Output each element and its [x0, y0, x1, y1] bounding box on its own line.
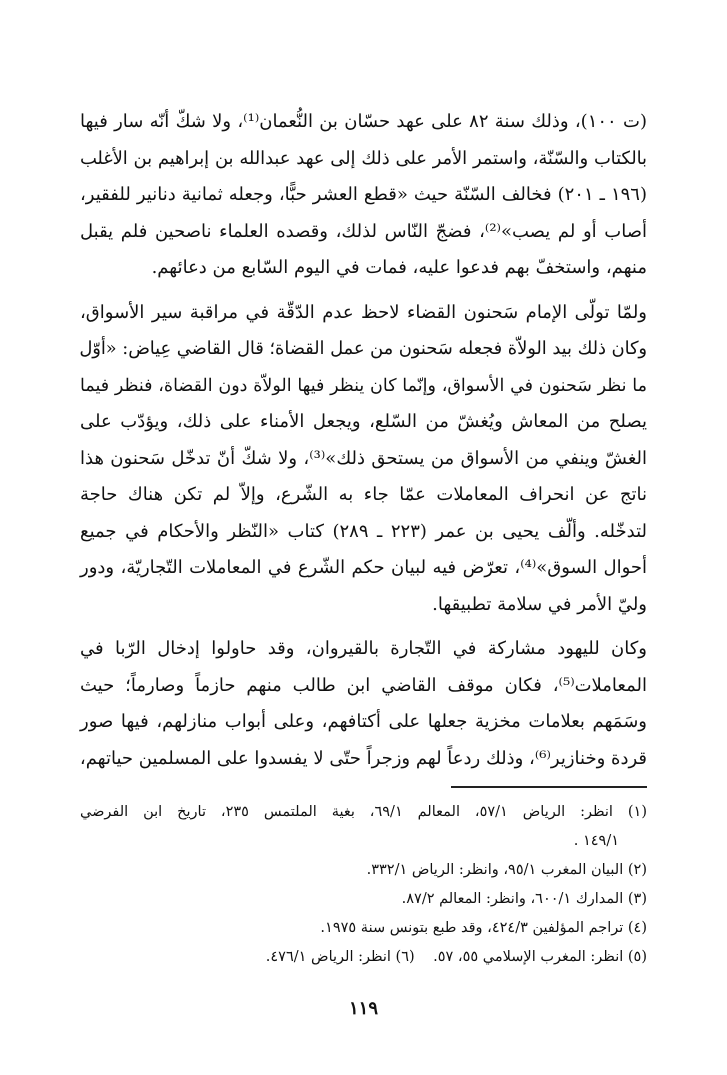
text-line: ما نظر سَحنون في الأسواق، وإنّما كان ينظر فيها الولاّة دون القضاة، فنظر فيما	[80, 375, 647, 396]
text-line: قردة وخنازير⁽⁶⁾، وذلك ردعاً لهم وزجراً حتّى لا يفسدوا على المسلمين حياتهم،	[79, 747, 647, 769]
footnote-divider	[451, 786, 647, 788]
footnote-line: (٥) انظر: المغرب الإسلامي ٥٥، ٥٧. (٦) انظر: الرياض ٤٧٦/١.	[265, 949, 647, 965]
footnote-line: (٤) تراجم المؤلفين ٤٢٤/٣، وقد طبع بتونس سنة ١٩٧٥.	[320, 920, 647, 936]
footnote-line: (١) انظر: الرياض ٥٧/١، المعالم ٦٩/١، بغية الملتمس ٢٣٥، تاريخ ابن الفرضي	[80, 804, 648, 820]
text-line: (ت ١٠٠)، وذلك سنة ٨٢ على عهد حسّان بن النُّعمان⁽¹⁾، ولا شكّ أنّه سار فيها	[80, 111, 647, 132]
paragraph-2	[80, 295, 647, 624]
paragraph-1	[80, 104, 647, 287]
main-text	[80, 104, 647, 785]
text-line: وسَمَهم بعلامات مخزية جعلها على أكتافهم، وعلى أبواب منازلهم، فيها صور	[80, 711, 647, 732]
text-line: لتدخّله. وألّف يحيى بن عمر (٢٢٣ ـ ٢٨٩) كتاب «النّظر والأحكام في جميع	[80, 520, 648, 542]
text-line: وكان لليهود مشاركة في التّجارة بالقيروان، وقد حاولوا إدخال الرّبا في	[80, 638, 647, 659]
text-line: (١٩٦ ـ ٢٠١) فخالف السّنّة حيث «قطع العشر حبًّا، وجعله ثمانية دنانير للفقير،	[80, 184, 648, 205]
text-line: بالكتاب والسّنّة، واستمر الأمر على ذلك إلى عهد عبدالله بن إبراهيم بن الأغلب	[80, 148, 647, 169]
text-line: منهم، واستخفّ بهم فدعوا عليه، فمات في اليوم السّابع من دعائهم.	[151, 257, 647, 278]
footnote-line: (٣) المدارك ٦٠٠/١، وانظر: المعالم ٨٧/٢.	[401, 891, 647, 907]
text-line: وكان ذلك بيد الولاّة فجعله سَحنون من عمل القضاة؛ قال القاضي عِياض: «أوّل	[79, 339, 647, 359]
text-line: أحوال السوق»⁽⁴⁾، تعرّض فيه لبيان حكم الشّرع في المعاملات التّجاريّة، ودور	[80, 557, 648, 578]
footnote-line: (٢) البيان المغرب ٩٥/١، وانظر: الرياض ٣٣٢/١.	[366, 862, 647, 878]
text-line: أصاب أو لم يصب»⁽²⁾، فضجّ النّاس لذلك، وقصده العلماء ناصحين فلم يقبل	[80, 220, 647, 242]
text-line: المعاملات⁽⁵⁾، فكان موقف القاضي ابن طالب منهم حازماً وصارماً؛ حيث	[80, 674, 647, 696]
text-line: يصلح من المعاش ويُغشّ من السّلع، ويجعل الأمناء على ذلك، ويؤدّب على	[80, 411, 647, 432]
text-line: الغشّ وينفي من الأسواق من يستحق ذلك»⁽³⁾، ولا شكّ أنّ تدخّل سَحنون هذا	[80, 447, 647, 469]
footnote-line: ١٤٩/١ .	[573, 833, 619, 849]
text-line: ولمّا تولّى الإمام سَحنون القضاء لاحظ عدم الدّقّة في مراقبة سير الأسواق،	[80, 301, 648, 323]
text-line: ناتج عن انحراف المعاملات عمّا جاء به الشّرع، وإلاّ لم تكن هناك حاجة	[80, 484, 647, 505]
footnotes	[80, 798, 647, 972]
paragraph-3	[80, 631, 647, 777]
page-number: ١١٩	[348, 998, 378, 1019]
text-line: وليّ الأمر في سلامة تطبيقها.	[432, 593, 647, 615]
